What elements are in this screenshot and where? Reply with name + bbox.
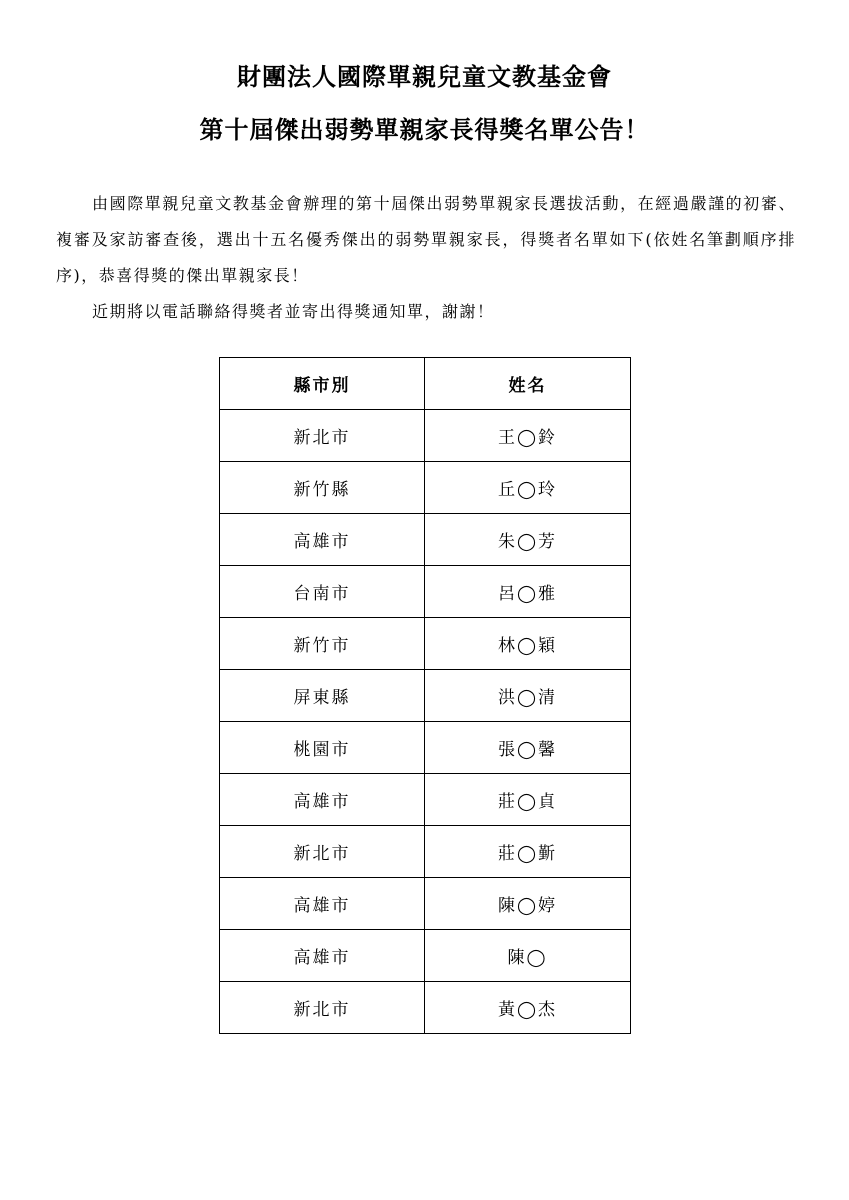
table-row [220,982,631,1034]
table-row [220,514,631,566]
header-name: 姓名 [425,358,631,410]
name-cell: 張◯馨 [425,722,631,774]
city-cell: 新竹縣 [220,462,425,514]
winners-table [219,357,631,1034]
city-cell: 台南市 [220,566,425,618]
name-cell: 陳◯ [425,930,631,982]
announcement-title: 第十屆傑出弱勢單親家長得獎名單公告！ [199,116,650,144]
table-row [220,670,631,722]
table-header-row [220,358,631,410]
name-cell: 朱◯芳 [425,514,631,566]
intro-paragraph: 由國際單親兒童文教基金會辦理的第十屆傑出弱勢單親家長選拔活動，在經過嚴謹的初審、複審及家訪審查後，選出十五名優秀傑出的弱勢單親家長，得獎者名單如下(依姓名筆劃順序排序)，恭喜得獎的傑出單親家長！ [56,194,796,285]
table-row [220,410,631,462]
table-row [220,774,631,826]
table-row [220,930,631,982]
name-cell: 王◯鈴 [425,410,631,462]
city-cell: 屏東縣 [220,670,425,722]
name-cell: 丘◯玲 [425,462,631,514]
city-cell: 高雄市 [220,774,425,826]
table-row [220,826,631,878]
city-cell: 桃園市 [220,722,425,774]
name-cell: 黃◯杰 [425,982,631,1034]
name-cell: 莊◯貞 [425,774,631,826]
table-row [220,462,631,514]
city-cell: 新竹市 [220,618,425,670]
table-row [220,878,631,930]
name-cell: 林◯穎 [425,618,631,670]
city-cell: 新北市 [220,410,425,462]
city-cell: 新北市 [220,826,425,878]
name-cell: 莊◯斳 [425,826,631,878]
header-city: 縣市別 [220,358,425,410]
city-cell: 新北市 [220,982,425,1034]
table-row [220,618,631,670]
city-cell: 高雄市 [220,930,425,982]
city-cell: 高雄市 [220,878,425,930]
city-cell: 高雄市 [220,514,425,566]
name-cell: 洪◯清 [425,670,631,722]
table-row [220,722,631,774]
name-cell: 呂◯雅 [425,566,631,618]
table-row [220,566,631,618]
document-title: 財團法人國際單親兒童文教基金會 [237,63,612,91]
notice-paragraph: 近期將以電話聯絡得獎者並寄出得獎通知單，謝謝！ [92,302,495,321]
name-cell: 陳◯婷 [425,878,631,930]
